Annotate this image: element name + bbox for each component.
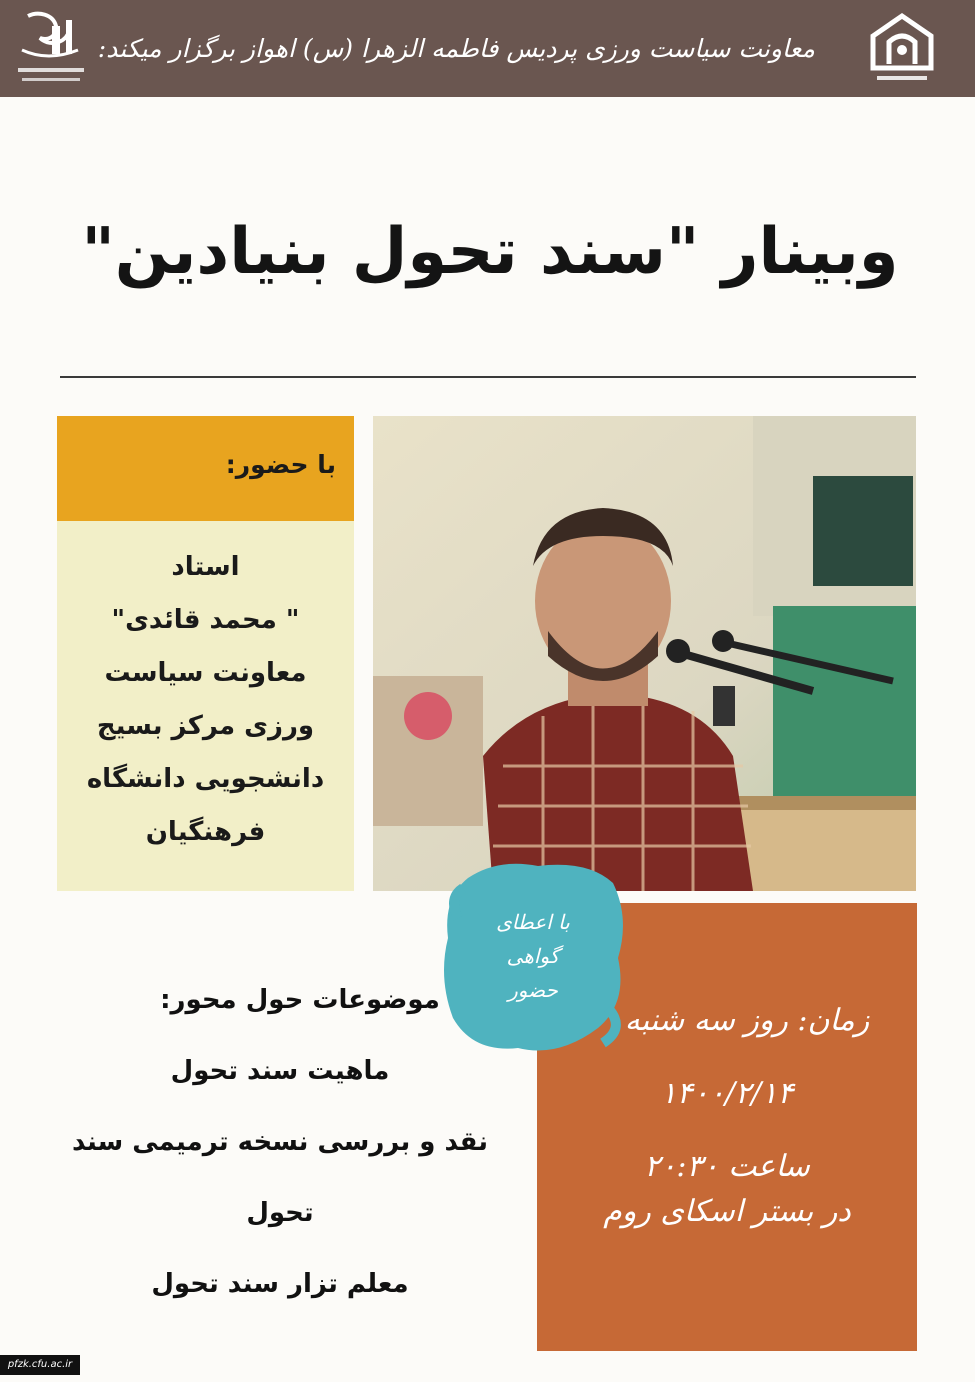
campus-logo-icon: [8, 6, 94, 92]
speaker-photo: [373, 416, 916, 891]
title-divider: [60, 376, 916, 378]
speaker-line: ورزی مرکز بسیج: [96, 711, 315, 741]
speaker-line: فرهنگیان: [145, 817, 266, 847]
webinar-title: وبینار "سند تحول بنیادین": [81, 215, 899, 289]
certificate-line: حضور: [508, 978, 558, 1002]
speaker-heading-box: [57, 416, 354, 521]
farhangian-university-logo-icon: [859, 6, 945, 92]
speaker-info-box: [57, 521, 354, 891]
certificate-line: با اعطای: [496, 910, 570, 934]
speaker-lines: [57, 541, 354, 859]
certificate-line: گواهی: [506, 944, 560, 968]
topics-list: [40, 965, 520, 1320]
organizer-text: معاونت سیاست ورزی پردیس فاطمه الزهرا (س) اهواز برگزار میکند:: [97, 34, 815, 63]
speaker-heading: با حضور:: [225, 450, 336, 479]
speaker-line: معاونت سیاست: [104, 658, 307, 688]
event-date: ۱۴۰۰/۲/۱۴: [660, 1076, 794, 1111]
speaker-line: استاد: [171, 552, 240, 582]
event-platform: در بستر اسکای روم: [603, 1194, 851, 1229]
header-bar: [0, 0, 975, 97]
event-hour: ساعت ۲۰:۳۰: [644, 1149, 810, 1184]
speaker-line: دانشجویی دانشگاه: [86, 764, 325, 794]
topic-item: ماهیت سند تحول: [170, 1056, 390, 1086]
speaker-line: " محمد قائدی": [111, 605, 300, 635]
event-time-label: زمان: روز سه شنبه: [624, 1003, 870, 1038]
topic-item: نقد و بررسی نسخه ترمیمی سند: [72, 1127, 488, 1157]
topic-item: معلم تزار سند تحول: [151, 1269, 409, 1299]
source-watermark: pfzk.cfu.ac.ir: [0, 1355, 80, 1375]
topics-heading: موضوعات حول محور:: [160, 985, 440, 1015]
topic-item: تحول: [246, 1198, 314, 1228]
